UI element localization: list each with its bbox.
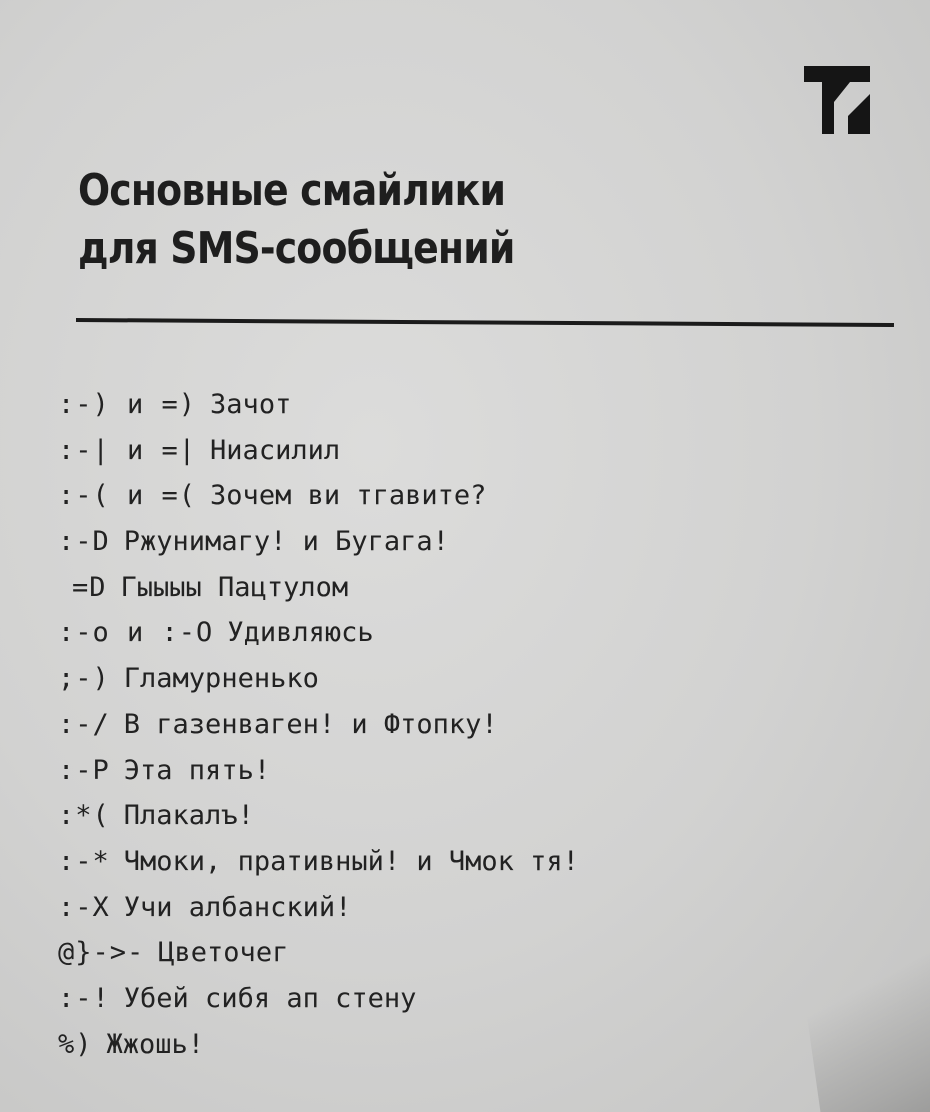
meaning: Жжошь!	[106, 1028, 205, 1060]
t-logo-icon	[804, 66, 870, 134]
emoticon: :*(	[58, 800, 110, 832]
emoticon: :-!	[58, 982, 110, 1014]
page-corner-shadow	[795, 912, 930, 1112]
emoticon: :-P	[58, 754, 110, 786]
emoticon: =D	[72, 571, 107, 603]
meaning: Гламурненько	[123, 663, 319, 695]
list-item	[58, 976, 579, 1022]
list-item	[58, 610, 579, 656]
emoticon: :-X	[58, 891, 110, 923]
meaning: Гыыыы Пацтулом	[120, 571, 349, 603]
list-item	[58, 428, 579, 474]
emoticon: %)	[58, 1028, 93, 1060]
list-item	[58, 793, 579, 839]
meaning: Убей сибя ап стену	[123, 982, 417, 1014]
list-item	[58, 519, 579, 565]
meaning: Эта пять!	[123, 754, 271, 786]
emoticon: ;-)	[58, 663, 110, 695]
emoticon: :-o и :-O	[58, 617, 214, 649]
list-item	[58, 702, 579, 748]
list-item	[58, 1022, 579, 1068]
meaning: Учи албанский!	[123, 891, 352, 923]
list-item	[58, 748, 579, 794]
meaning: В газенваген! и Фтопку!	[123, 708, 498, 740]
list-item	[58, 839, 579, 885]
title-line-1: Основные смайлики	[78, 165, 506, 216]
meaning: Плакалъ!	[123, 800, 254, 832]
list-item	[58, 930, 579, 976]
list-item	[58, 473, 579, 519]
emoticon: :-( и =(	[58, 480, 197, 512]
smiley-list	[58, 382, 579, 1067]
meaning: Ржунимагу! и Бугага!	[123, 526, 449, 558]
emoticon: :-) и =)	[58, 389, 197, 420]
emoticon: :-D	[58, 526, 110, 558]
meaning: Зачот	[210, 389, 292, 420]
list-item	[58, 382, 579, 428]
meaning: Зочем ви тгавите?	[210, 480, 487, 512]
meaning: Цветочег	[158, 937, 289, 969]
list-item	[58, 656, 579, 702]
title-underline-divider	[76, 318, 894, 327]
list-item	[58, 885, 579, 931]
emoticon: @}->-	[58, 937, 145, 969]
meaning: Ниасилил	[210, 434, 341, 466]
emoticon: :-/	[58, 708, 110, 740]
meaning: Удивляюсь	[227, 617, 374, 649]
list-item	[58, 565, 579, 611]
title-line-2: для SMS-сообщений	[78, 223, 515, 274]
emoticon: :-*	[58, 845, 110, 877]
meaning: Чмоки, пративный! и Чмок тя!	[123, 845, 579, 877]
page-title	[78, 162, 515, 278]
emoticon: :-| и =|	[58, 434, 197, 466]
